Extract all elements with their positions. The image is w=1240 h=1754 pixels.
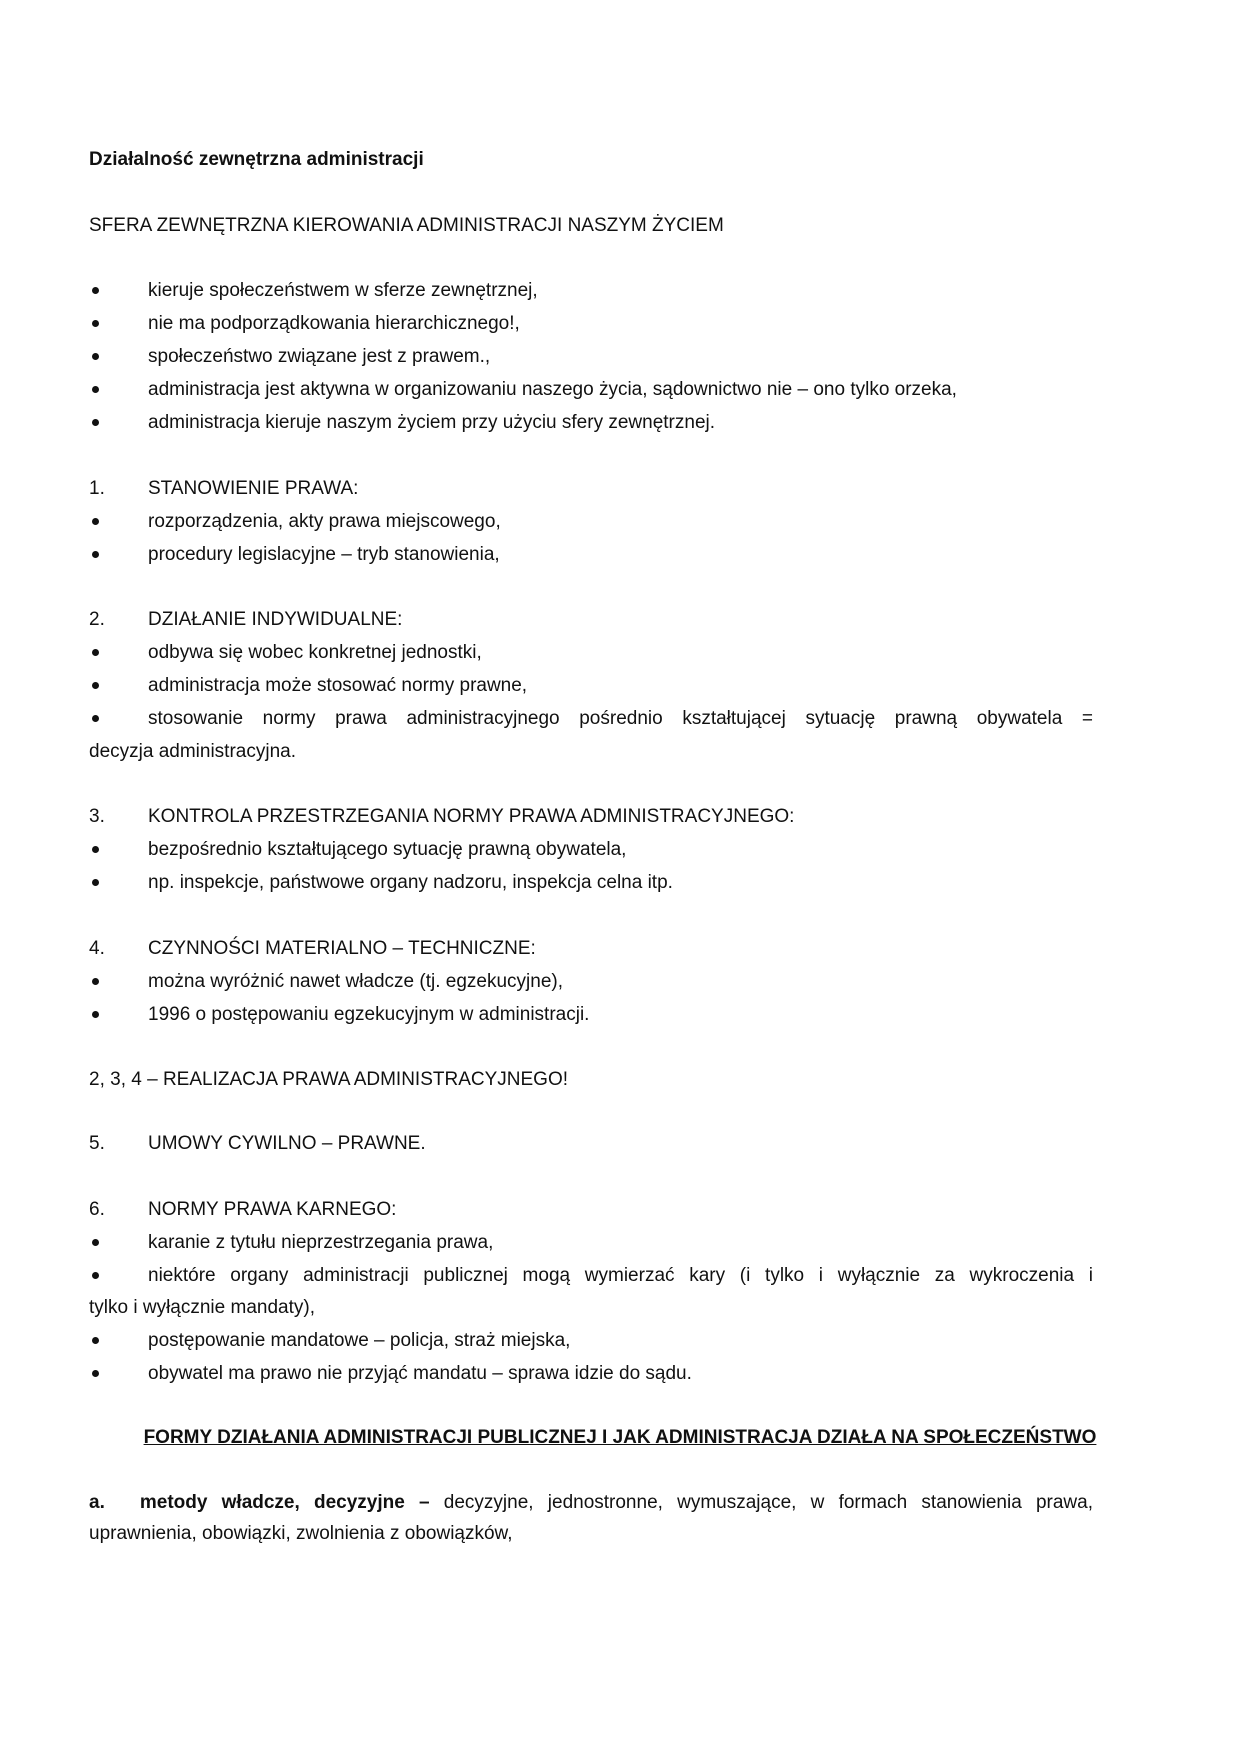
bullet-icon [92, 353, 99, 360]
bullet-icon [92, 320, 99, 327]
bullet-icon [92, 518, 99, 525]
section-number: 3. [89, 806, 105, 827]
bullet-icon [92, 879, 99, 886]
section-subtitle: SFERA ZEWNĘTRZNA KIEROWANIA ADMINISTRACJI NASZYM ŻYCIEM [89, 215, 724, 236]
list-item: postępowanie mandatowe – policja, straż miejska, [148, 1330, 571, 1351]
bullet-icon [92, 419, 99, 426]
list-item-text: stosowanie normy prawa administracyjnego pośrednio kształtującej sytuację prawną obywatela = [148, 708, 1093, 729]
list-item: np. inspekcje, państwowe organy nadzoru, inspekcja celna itp. [148, 872, 673, 893]
list-item: bezpośrednio kształtującego sytuację prawną obywatela, [148, 839, 627, 860]
bullet-icon [92, 1011, 99, 1018]
list-item: administracja jest aktywna w organizowaniu naszego życia, sądownictwo nie – ono tylko orzeka, [148, 379, 957, 400]
section-title: CZYNNOŚCI MATERIALNO – TECHNICZNE: [148, 938, 536, 959]
section-number: 1. [89, 478, 105, 499]
section-number: 5. [89, 1133, 105, 1154]
list-item: obywatel ma prawo nie przyjąć mandatu – sprawa idzie do sądu. [148, 1363, 692, 1384]
bullet-icon [92, 846, 99, 853]
bullet-icon [92, 287, 99, 294]
justified-line [89, 706, 1093, 732]
list-item: kieruje społeczeństwem w sferze zewnętrznej, [148, 280, 538, 301]
method-description: decyzyjne, jednostronne, wymuszające, w formach stanowienia prawa, [429, 1492, 1093, 1513]
list-item: administracja może stosować normy prawne, [148, 675, 528, 696]
method-letter: a. [89, 1492, 105, 1513]
section-number: 2. [89, 609, 105, 630]
list-item: 1996 o postępowaniu egzekucyjnym w administracji. [148, 1004, 590, 1025]
section-number: 4. [89, 938, 105, 959]
list-item: rozporządzenia, akty prawa miejscowego, [148, 511, 501, 532]
section-title: STANOWIENIE PRAWA: [148, 478, 359, 499]
list-item-continuation: decyzja administracyjna. [89, 741, 296, 762]
section-title: KONTROLA PRZESTRZEGANIA NORMY PRAWA ADMINISTRACYJNEGO: [148, 806, 795, 827]
bullet-icon [92, 978, 99, 985]
list-item: odbywa się wobec konkretnej jednostki, [148, 642, 482, 663]
document-title: Działalność zewnętrzna administracji [89, 149, 424, 170]
list-item: procedury legislacyjne – tryb stanowienia, [148, 544, 500, 565]
list-item-text: niektóre organy administracji publicznej mogą wymierzać kary (i tylko i wyłącznie za wykroczenia i [148, 1265, 1093, 1286]
bullet-icon [92, 1370, 99, 1377]
bullet-icon [92, 1337, 99, 1344]
forms-heading: FORMY DZIAŁANIA ADMINISTRACJI PUBLICZNEJ I JAK ADMINISTRACJA DZIAŁA NA SPOŁECZEŃSTWO [143, 1427, 1097, 1448]
bullet-icon [92, 649, 99, 656]
bullet-icon [92, 386, 99, 393]
list-item: można wyróżnić nawet władcze (tj. egzekucyjne), [148, 971, 564, 992]
bullet-icon [92, 682, 99, 689]
method-a-line [89, 1490, 1093, 1516]
section-title: NORMY PRAWA KARNEGO: [148, 1199, 397, 1220]
section-title: DZIAŁANIE INDYWIDUALNE: [148, 609, 403, 630]
section-title: UMOWY CYWILNO – PRAWNE. [148, 1133, 426, 1154]
list-item: karanie z tytułu nieprzestrzegania prawa, [148, 1232, 494, 1253]
list-item: nie ma podporządkowania hierarchicznego!, [148, 313, 520, 334]
list-item: społeczeństwo związane jest z prawem., [148, 346, 491, 367]
list-item-continuation: tylko i wyłącznie mandaty), [89, 1297, 315, 1318]
section-number: 6. [89, 1199, 105, 1220]
method-term: metody władcze, decyzyjne – [139, 1492, 430, 1513]
justified-line [89, 1263, 1093, 1289]
realization-note: 2, 3, 4 – REALIZACJA PRAWA ADMINISTRACYJNEGO! [89, 1069, 568, 1090]
method-continuation: uprawnienia, obowiązki, zwolnienia z obowiązków, [89, 1523, 513, 1544]
bullet-icon [92, 551, 99, 558]
list-item: administracja kieruje naszym życiem przy użyciu sfery zewnętrznej. [148, 412, 716, 433]
bullet-icon [92, 1239, 99, 1246]
